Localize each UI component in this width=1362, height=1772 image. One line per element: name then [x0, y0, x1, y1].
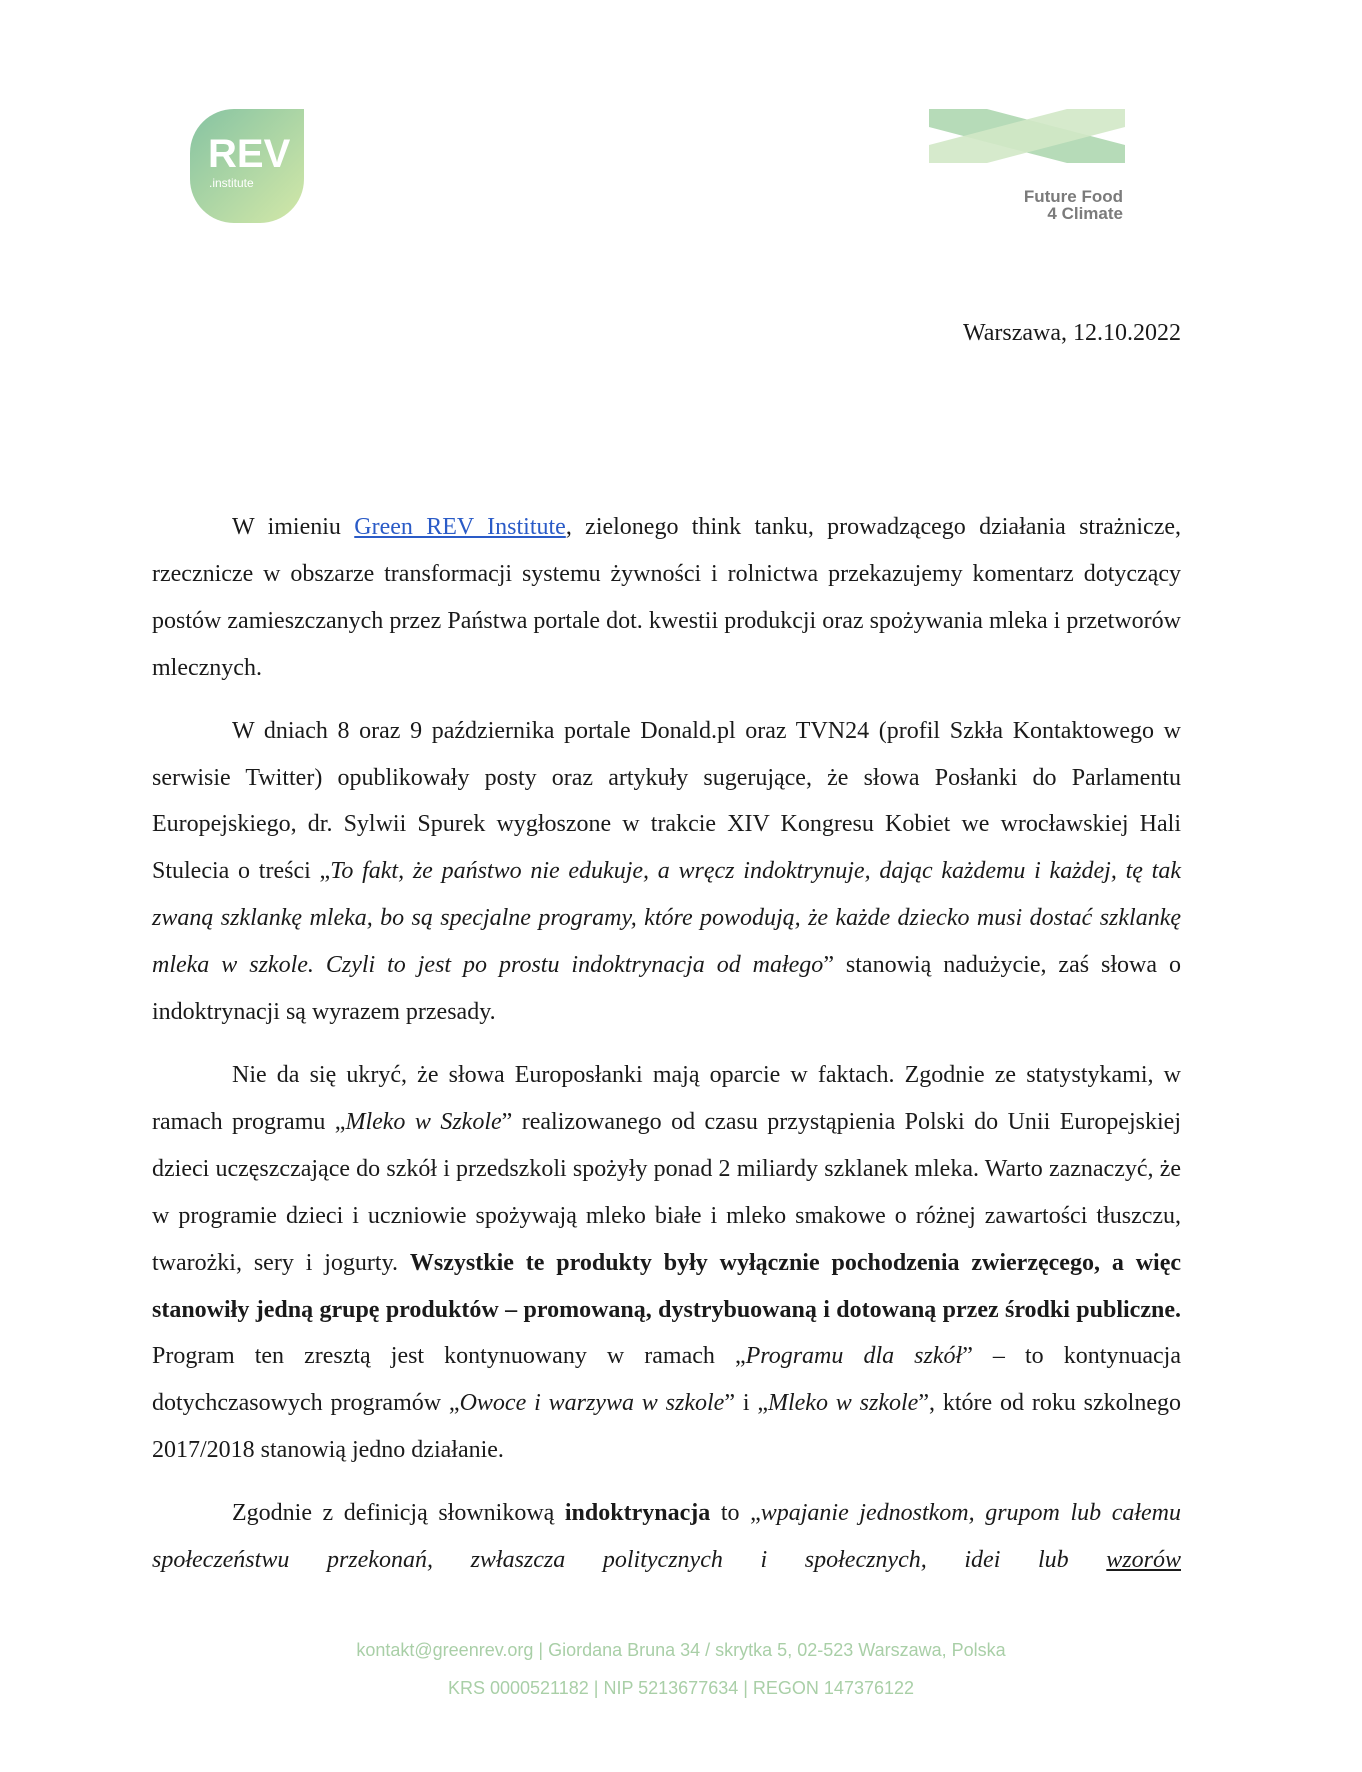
p3-text-f: ”, które od roku szkolnego 2017/2018 stanowią jedno działanie.: [152, 1390, 1181, 1464]
p3-text-a: Nie da się ukryć, że słowa Europosłanki mają oparcie w faktach. Zgodnie ze statystykami, w ramach programu „: [152, 1061, 1181, 1135]
p2-text-b: ” stanowią nadużycie, zaś słowa o indoktrynacji są wyrazem przesady.: [152, 952, 1181, 1026]
paragraph-2: [152, 708, 1181, 1036]
p4-quote-underlined: wzorów: [1106, 1547, 1181, 1574]
p3-text-d: ” – to kontynuacja dotychczasowych programów „: [152, 1343, 1181, 1417]
paragraph-1: [152, 504, 1181, 692]
future-food-logo-text: [929, 188, 1123, 222]
p3-bold: Wszystkie te produkty były wyłącznie pochodzenia zwierzęcego, a więc stanowiły jedną grupę produktów – promowaną, dystrybuowaną i dotowaną przez środki publiczne.: [152, 1249, 1181, 1323]
future-food-logo-line1: Future Food: [1023, 187, 1123, 206]
footer-contact-line: kontakt@greenrev.org | Giordana Bruna 34 / skrytka 5, 02-523 Warszawa, Polska: [356, 1640, 1006, 1660]
p3-italic-3: Owoce i warzywa w szkole: [459, 1390, 725, 1417]
rev-logo-text: REV: [208, 132, 291, 176]
p4-bold: indoktrynacja: [564, 1500, 711, 1527]
p1-lead: W imieniu: [232, 514, 355, 540]
green-rev-institute-link[interactable]: Green REV Institute: [354, 514, 566, 540]
p2-text-a: W dniach 8 oraz 9 października portale Donald.pl oraz TVN24 (profil Szkła Kontaktowego w serwisie Twitter) opublikowały posty oraz artykuły sugerujące, że słowa Posłanki do Parlamentu Europejskiego, dr. Sylwii Spurek wygłoszone w trakcie XIV Kongresu Kobiet we wrocławskiej Hali Stulecia o treści „: [152, 717, 1181, 885]
p4-quote: wpajanie jednostkom, grupom lub całemu społeczeństwu przekonań, zwłaszcza politycznych i społecznych, idei lub: [152, 1500, 1181, 1574]
p3-text-b: ” realizowanego od czasu przystąpienia Polski do Unii Europejskiej dzieci uczęszczające do szkół i przedszkoli spożyły ponad 2 miliardy szklanek mleka. Warto zaznaczyć, że w programie dzieci i uczniowie spożywają mleko białe i mleko smakowe o różnej zawartości tłuszczu, twarożki, sery i jogurty.: [152, 1108, 1181, 1276]
p1-rest: , zielonego think tanku, prowadzącego działania strażnicze, rzecznicze w obszarze transformacji systemu żywności i rolnictwa przekazujemy komentarz dotyczący postów zamieszczanych przez Państwa portale dot. kwestii produkcji oraz spożywania mleka i przetworów mlecznych.: [152, 514, 1181, 681]
p3-italic-1: Mleko w Szkole: [345, 1108, 502, 1135]
letter-date: Warszawa, 12.10.2022: [962, 320, 1181, 346]
p2-quote: To fakt, że państwo nie edukuje, a wręcz indoktrynuje, dając każdemu i każdej, tę tak zwaną szklankę mleka, bo są specjalne programy, które powodują, że każde dziecko musi dostać szklankę mleka w szkole. Czyli to jest po prostu indoktrynacja od małego: [152, 858, 1181, 979]
rev-logo-subtext: .institute: [209, 176, 254, 190]
p3-text-e: ” i „: [724, 1390, 768, 1417]
footer-registry-line: KRS 0000521182 | NIP 5213677634 | REGON 147376122: [447, 1678, 915, 1698]
p4-text-b: to „: [710, 1500, 761, 1527]
future-food-logo-line2: 4 Climate: [1047, 204, 1123, 223]
p3-text-c: Program ten zresztą jest kontynuowany w ramach „: [152, 1343, 746, 1370]
letter-body: [152, 504, 1181, 1584]
p3-italic-2: Programu dla szkół: [745, 1343, 963, 1370]
paragraph-3: [152, 1052, 1181, 1474]
rev-institute-logo: [190, 109, 304, 223]
p4-text-a: Zgodnie z definicją słownikową: [232, 1500, 565, 1527]
paragraph-4: [152, 1490, 1181, 1584]
p3-italic-4: Mleko w szkole: [767, 1390, 919, 1417]
